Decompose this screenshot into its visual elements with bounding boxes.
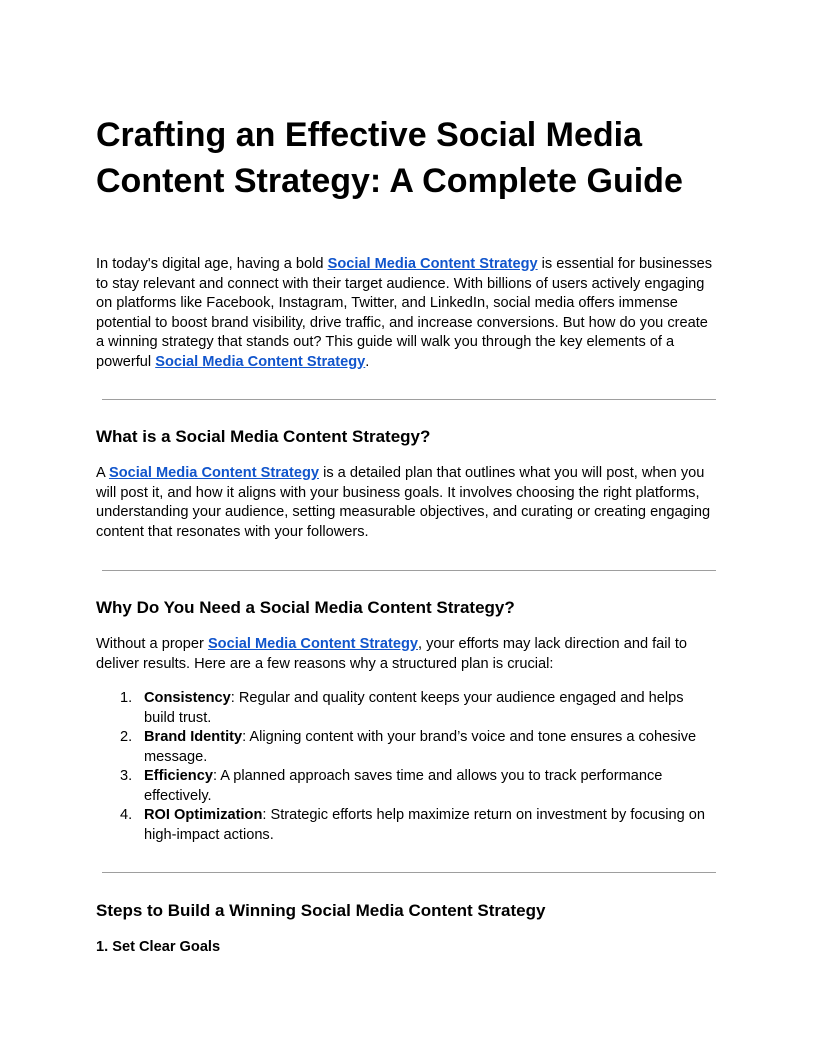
intro-text-1: In today's digital age, having a bold bbox=[96, 256, 328, 272]
intro-text-2: is essential for businesses to stay relevant and connect with their target audience. With billions of users actively engaging on platforms like Facebook, Instagram, Twitter, and LinkedIn, social media offers immense potential to boost brand visibility, drive traffic, and increase conversions. But how do you create a winning strategy that stands out? This guide will walk you through the key elements of a powerful bbox=[96, 256, 713, 370]
intro-strategy-link[interactable]: Social Media Content Strategy bbox=[327, 256, 538, 272]
section-heading-steps: Steps to Build a Winning Social Media Content Strategy bbox=[96, 901, 546, 920]
intro-text-3: . bbox=[365, 353, 370, 370]
list-item-term: Brand Identity bbox=[144, 729, 243, 745]
list-item-term: Consistency bbox=[144, 690, 231, 706]
list-item bbox=[96, 767, 718, 806]
section-divider-2 bbox=[102, 570, 716, 571]
list-item-number: 4. bbox=[120, 807, 133, 823]
what-is-text-1: A bbox=[96, 465, 109, 481]
list-item-text: : Aligning content with your brand’s voice and tone ensures a cohesive message. bbox=[144, 729, 697, 765]
reasons-list bbox=[96, 689, 718, 845]
why-need-strategy-link[interactable]: Social Media Content Strategy bbox=[207, 636, 418, 652]
section-heading-why-need: Why Do You Need a Social Media Content Strategy? bbox=[96, 598, 515, 617]
list-item-number: 1. bbox=[120, 690, 133, 706]
list-item-term: Efficiency bbox=[144, 768, 213, 784]
intro-paragraph bbox=[96, 255, 718, 372]
what-is-text-2: is a detailed plan that outlines what you will post, when you will post it, and how it aligns with your business goals. It involves choosing the right platforms, understanding your audience, setting measurable objectives, and curating or creating engaging content that resonates with your followers. bbox=[96, 465, 711, 540]
list-item-text: : Strategic efforts help maximize return on investment by focusing on high-impact actions. bbox=[144, 807, 705, 843]
list-item-term: ROI Optimization bbox=[144, 807, 263, 823]
list-item bbox=[96, 806, 718, 845]
what-is-strategy-link[interactable]: Social Media Content Strategy bbox=[108, 465, 320, 481]
why-need-text-2: , your efforts may lack direction and fail to deliver results. Here are a few reasons why a structured plan is crucial: bbox=[96, 636, 688, 672]
why-need-paragraph bbox=[96, 635, 718, 674]
list-item-number: 3. bbox=[120, 768, 133, 784]
why-need-text-1: Without a proper bbox=[96, 636, 208, 652]
list-item-number: 2. bbox=[120, 729, 133, 745]
step-heading-set-goals: 1. Set Clear Goals bbox=[96, 939, 221, 955]
document-title: Crafting an Effective Social Media Content Strategy: A Complete Guide bbox=[96, 116, 683, 200]
list-item-text: : Regular and quality content keeps your audience engaged and helps build trust. bbox=[144, 690, 684, 726]
section-divider-3 bbox=[102, 872, 716, 873]
section-heading-what-is: What is a Social Media Content Strategy? bbox=[96, 427, 431, 446]
what-is-paragraph bbox=[96, 464, 718, 542]
list-item-text: : A planned approach saves time and allows you to track performance effectively. bbox=[144, 768, 663, 804]
list-item bbox=[96, 728, 718, 767]
section-divider-1 bbox=[102, 399, 716, 400]
intro-strategy-link-2[interactable]: Social Media Content Strategy bbox=[155, 353, 366, 370]
list-item bbox=[96, 689, 718, 728]
